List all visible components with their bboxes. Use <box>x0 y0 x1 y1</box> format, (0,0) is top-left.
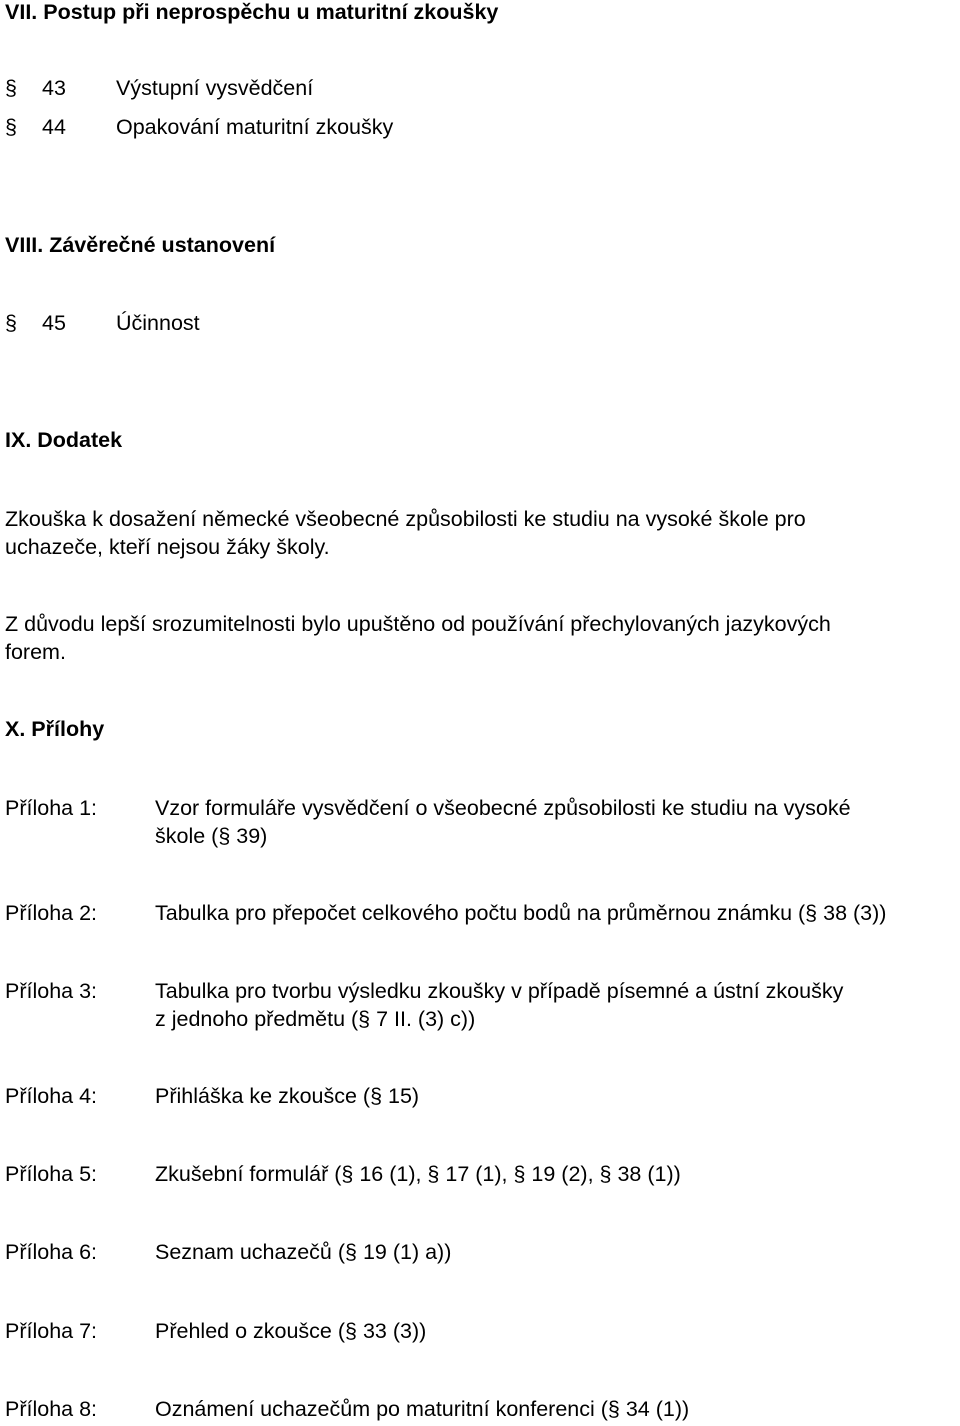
section-44 <box>5 113 393 141</box>
attachment-description-line: Tabulka pro přepočet celkového počtu bodů na průměrnou známku (§ 38 (3)) <box>155 901 887 925</box>
attachment-label: Příloha 7: <box>5 1319 98 1343</box>
section-number: 45 <box>42 311 66 335</box>
attachment-label: Příloha 3: <box>5 979 98 1003</box>
attachment-description-line: Tabulka pro tvorbu výsledku zkoušky v případě písemné a ústní zkoušky <box>155 979 844 1003</box>
attachment-description <box>155 794 960 850</box>
chapter-x-heading: X. Přílohy <box>5 717 105 741</box>
attachment-description-line: Přihláška ke zkoušce (§ 15) <box>155 1084 420 1108</box>
attachment-description <box>155 1238 960 1266</box>
section-symbol: § <box>5 115 17 139</box>
section-title: Opakování maturitní zkoušky <box>116 115 394 139</box>
attachment-label: Příloha 8: <box>5 1397 98 1421</box>
attachment-description-line: Přehled o zkoušce (§ 33 (3)) <box>155 1319 427 1343</box>
section-title: Výstupní vysvědčení <box>116 76 314 100</box>
section-symbol: § <box>5 76 17 100</box>
dodatek-paragraph-1-line-2: uchazeče, kteří nejsou žáky školy. <box>5 535 330 559</box>
attachment-description <box>155 1160 960 1188</box>
chapter-vii-heading: VII. Postup při neprospěchu u maturitní zkoušky <box>5 0 499 24</box>
attachment-description-line: z jednoho předmětu (§ 7 II. (3) c)) <box>155 1007 476 1031</box>
dodatek-paragraph-2-line-2: forem. <box>5 640 66 664</box>
attachment-label: Příloha 6: <box>5 1240 98 1264</box>
attachment-description <box>155 977 960 1033</box>
section-45 <box>5 309 200 337</box>
attachment-description-line: Oznámení uchazečům po maturitní konferenci (§ 34 (1)) <box>155 1397 690 1421</box>
attachment-label: Příloha 2: <box>5 901 98 925</box>
section-number: 43 <box>42 76 66 100</box>
attachment-description <box>155 1082 960 1110</box>
section-symbol: § <box>5 311 17 335</box>
attachment-description <box>155 1395 960 1423</box>
attachment-label: Příloha 5: <box>5 1162 98 1186</box>
attachment-label: Příloha 1: <box>5 796 98 820</box>
attachment-description <box>155 1317 960 1345</box>
attachment-description-line: Seznam uchazečů (§ 19 (1) a)) <box>155 1240 452 1264</box>
section-number: 44 <box>42 115 66 139</box>
dodatek-paragraph-1-line-1: Zkouška k dosažení německé všeobecné způsobilosti ke studiu na vysoké škole pro <box>5 507 806 531</box>
dodatek-paragraph-2-line-1: Z důvodu lepší srozumitelnosti bylo upuštěno od používání přechylovaných jazykových <box>5 612 831 636</box>
attachment-description-line: Zkušební formulář (§ 16 (1), § 17 (1), § 19 (2), § 38 (1)) <box>155 1162 681 1186</box>
attachment-label: Příloha 4: <box>5 1084 98 1108</box>
section-title: Účinnost <box>116 311 200 335</box>
attachment-description <box>155 899 960 927</box>
chapter-viii-heading: VIII. Závěrečné ustanovení <box>5 233 276 257</box>
chapter-ix-heading: IX. Dodatek <box>5 428 123 452</box>
attachment-description-line: Vzor formuláře vysvědčení o všeobecné způsobilosti ke studiu na vysoké <box>155 796 851 820</box>
attachment-description-line: škole (§ 39) <box>155 824 268 848</box>
section-43 <box>5 74 313 102</box>
